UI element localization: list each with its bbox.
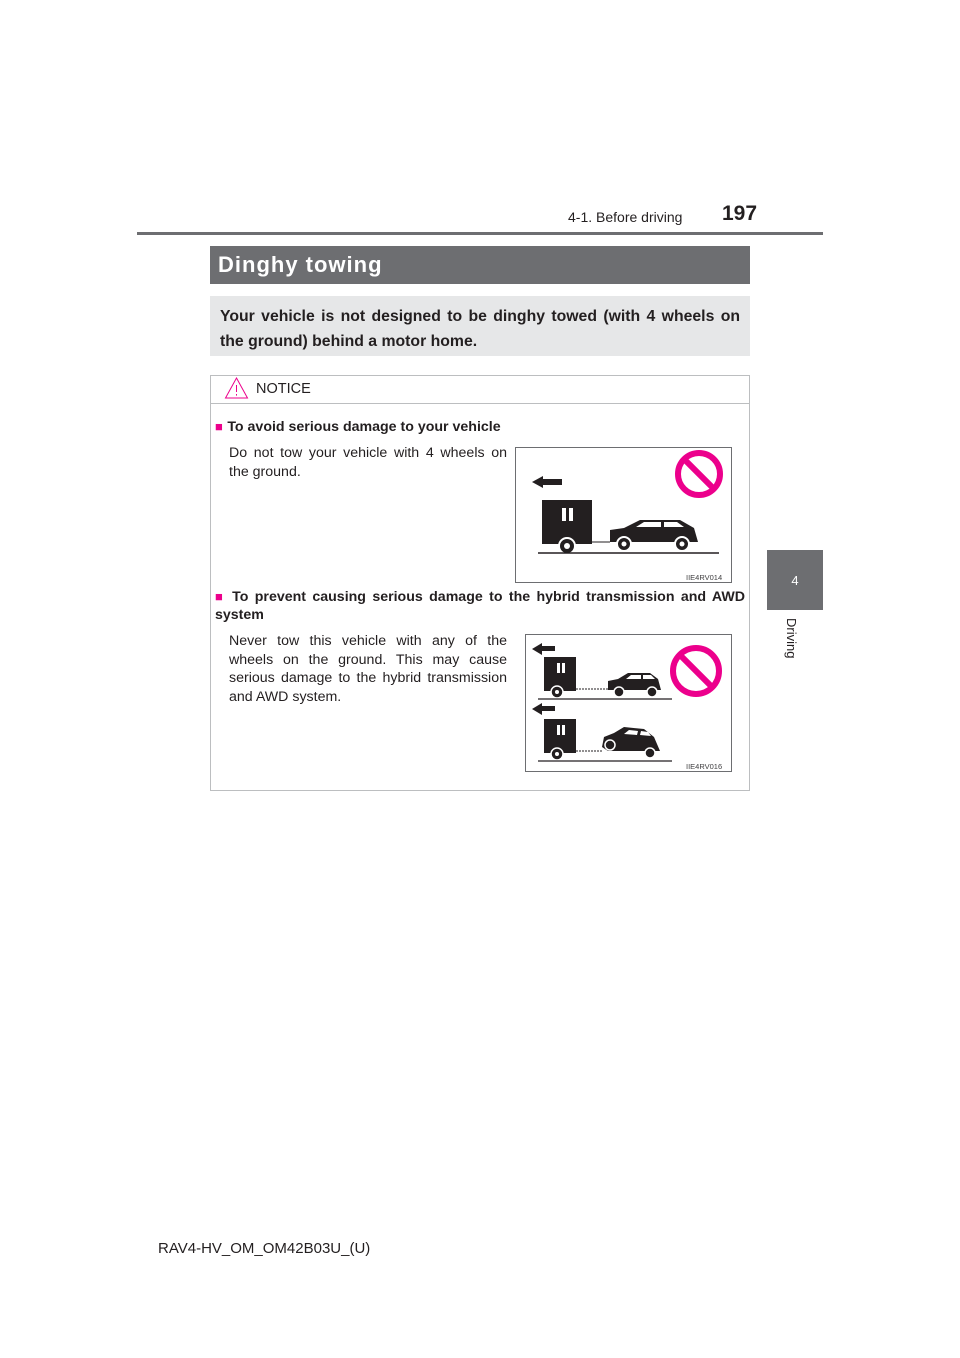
notice-divider — [211, 403, 749, 404]
car-icon — [608, 673, 661, 697]
notice-label: NOTICE — [256, 381, 311, 397]
notice-item-2-heading — [215, 588, 745, 624]
notice-item-1-text: Do not tow your vehicle with 4 wheels on the ground. — [229, 445, 507, 480]
bullet-square-icon: ■ — [215, 589, 226, 604]
motorhome-icon — [542, 500, 592, 554]
prohibition-icon — [673, 648, 719, 694]
page-number: 197 — [722, 202, 758, 225]
prohibition-icon — [678, 453, 720, 495]
illustration-dinghy-tow — [515, 447, 732, 583]
warning-triangle-icon — [224, 376, 249, 401]
illustration-no-towing-wheels-on-ground — [525, 634, 732, 772]
notice-item-2-text: Never tow this vehicle with any of the wheels on the ground. This may cause serious damage to the hybrid transmission and AWD system. — [229, 633, 507, 705]
document-id: RAV4-HV_OM_OM42B03U_(U) — [158, 1240, 371, 1257]
motorhome-icon — [544, 657, 576, 698]
item-heading: To avoid serious damage to your vehicle — [227, 419, 501, 435]
section-title: Dinghy towing — [210, 246, 750, 284]
image-code: IIE4RV014 — [686, 573, 723, 582]
chapter-label: Driving — [784, 618, 799, 659]
chapter-tab — [767, 550, 823, 610]
image-code: IIE4RV016 — [686, 762, 723, 771]
header-rule — [137, 232, 823, 235]
car-icon — [610, 520, 698, 551]
arrow-left-icon — [532, 703, 555, 715]
car-icon — [602, 727, 660, 758]
notice-item-1-heading — [215, 418, 750, 436]
motorhome-icon — [544, 719, 576, 760]
item-heading: To prevent causing serious damage to the hybrid transmission and AWD system — [215, 589, 745, 623]
summary-box: Your vehicle is not designed to be dinghy towed (with 4 wheels on the ground) behind a motor home. — [210, 296, 750, 356]
section-reference: 4-1. Before driving — [568, 209, 683, 225]
bullet-square-icon: ■ — [215, 419, 223, 434]
chapter-number: 4 — [791, 572, 799, 588]
arrow-left-icon — [532, 643, 555, 655]
arrow-left-icon — [532, 476, 562, 488]
